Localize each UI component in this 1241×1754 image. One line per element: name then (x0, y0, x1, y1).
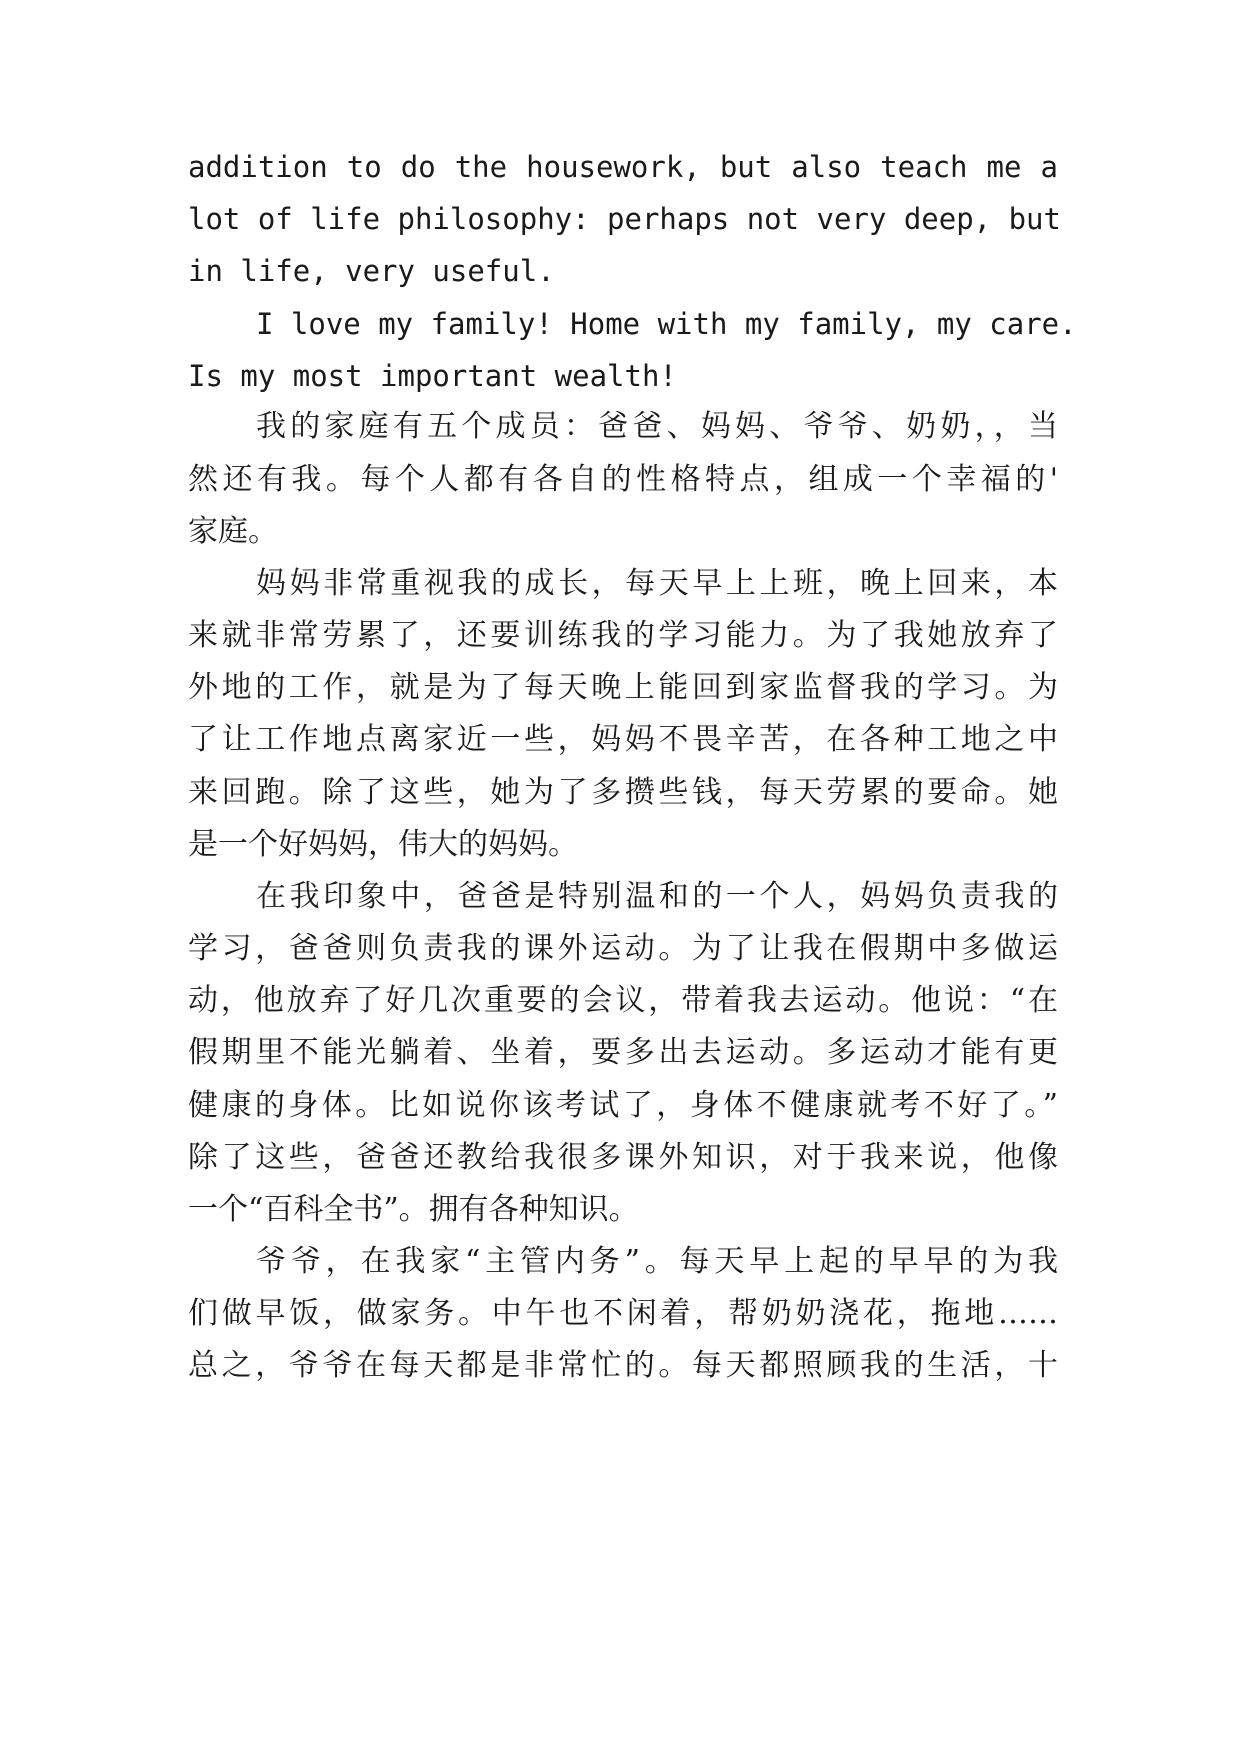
paragraph-4-line-6: 是一个好妈妈，伟大的妈妈。 (188, 827, 578, 862)
paragraph-5-line-1: 在我印象中，爸爸是特别温和的一个人，妈妈负责我的 (256, 879, 1058, 914)
paragraph-3-line-1: 我的家庭有五个成员：爸爸、妈妈、爷爷、奶奶，，当 (256, 409, 1058, 444)
paragraph-6-line-1: 爷爷，在我家“主管内务”。每天早上起的早早的为我 (256, 1244, 1058, 1279)
paragraph-4-line-4: 了让工作地点离家近一些，妈妈不畏辛苦，在各种工地之中 (188, 722, 1058, 757)
paragraph-3-line-3: 家庭。 (188, 514, 278, 549)
paragraph-5-line-6: 除了这些，爸爸还教给我很多课外知识，对于我来说，他像 (188, 1140, 1058, 1175)
paragraph-4-line-2: 来就非常劳累了，还要训练我的学习能力。为了我她放弃了 (188, 618, 1058, 653)
paragraph-5-line-7: 一个“百科全书”。拥有各种知识。 (188, 1192, 639, 1227)
paragraph-5-line-2: 学习，爸爸则负责我的课外运动。为了让我在假期中多做运 (188, 931, 1058, 966)
paragraph-5-line-4: 假期里不能光躺着、坐着，要多出去运动。多运动才能有更 (188, 1035, 1058, 1070)
paragraph-6-line-3: 总之，爷爷在每天都是非常忙的。每天都照顾我的生活，十 (188, 1348, 1058, 1383)
paragraph-2-line-1: I love my family! Home with my family, my care. (256, 307, 1077, 341)
paragraph-4-line-3: 外地的工作，就是为了每天晚上能回到家监督我的学习。为 (188, 670, 1058, 705)
paragraph-4-line-5: 来回跑。除了这些，她为了多攒些钱，每天劳累的要命。她 (188, 775, 1058, 810)
paragraph-1-line-3: in life, very useful. (188, 254, 555, 288)
paragraph-1-line-1: addition to do the housework, but also teach me a (188, 150, 1058, 184)
paragraph-5-line-3: 动，他放弃了好几次重要的会议，带着我去运动。他说：“在 (188, 983, 1058, 1018)
paragraph-1-line-2: lot of life philosophy: perhaps not very deep, but (188, 202, 1061, 236)
paragraph-2-line-2: Is my most important wealth! (188, 359, 677, 393)
paragraph-5-line-5: 健康的身体。比如说你该考试了，身体不健康就考不好了。” (188, 1088, 1058, 1123)
paragraph-4-line-1: 妈妈非常重视我的成长，每天早上上班，晚上回来，本 (256, 566, 1058, 601)
paragraph-6-line-2: 们做早饭，做家务。中午也不闲着，帮奶奶浇花，拖地…… (188, 1296, 1058, 1331)
paragraph-3-line-2: 然还有我。每个人都有各自的性格特点，组成一个幸福的' (188, 462, 1058, 497)
